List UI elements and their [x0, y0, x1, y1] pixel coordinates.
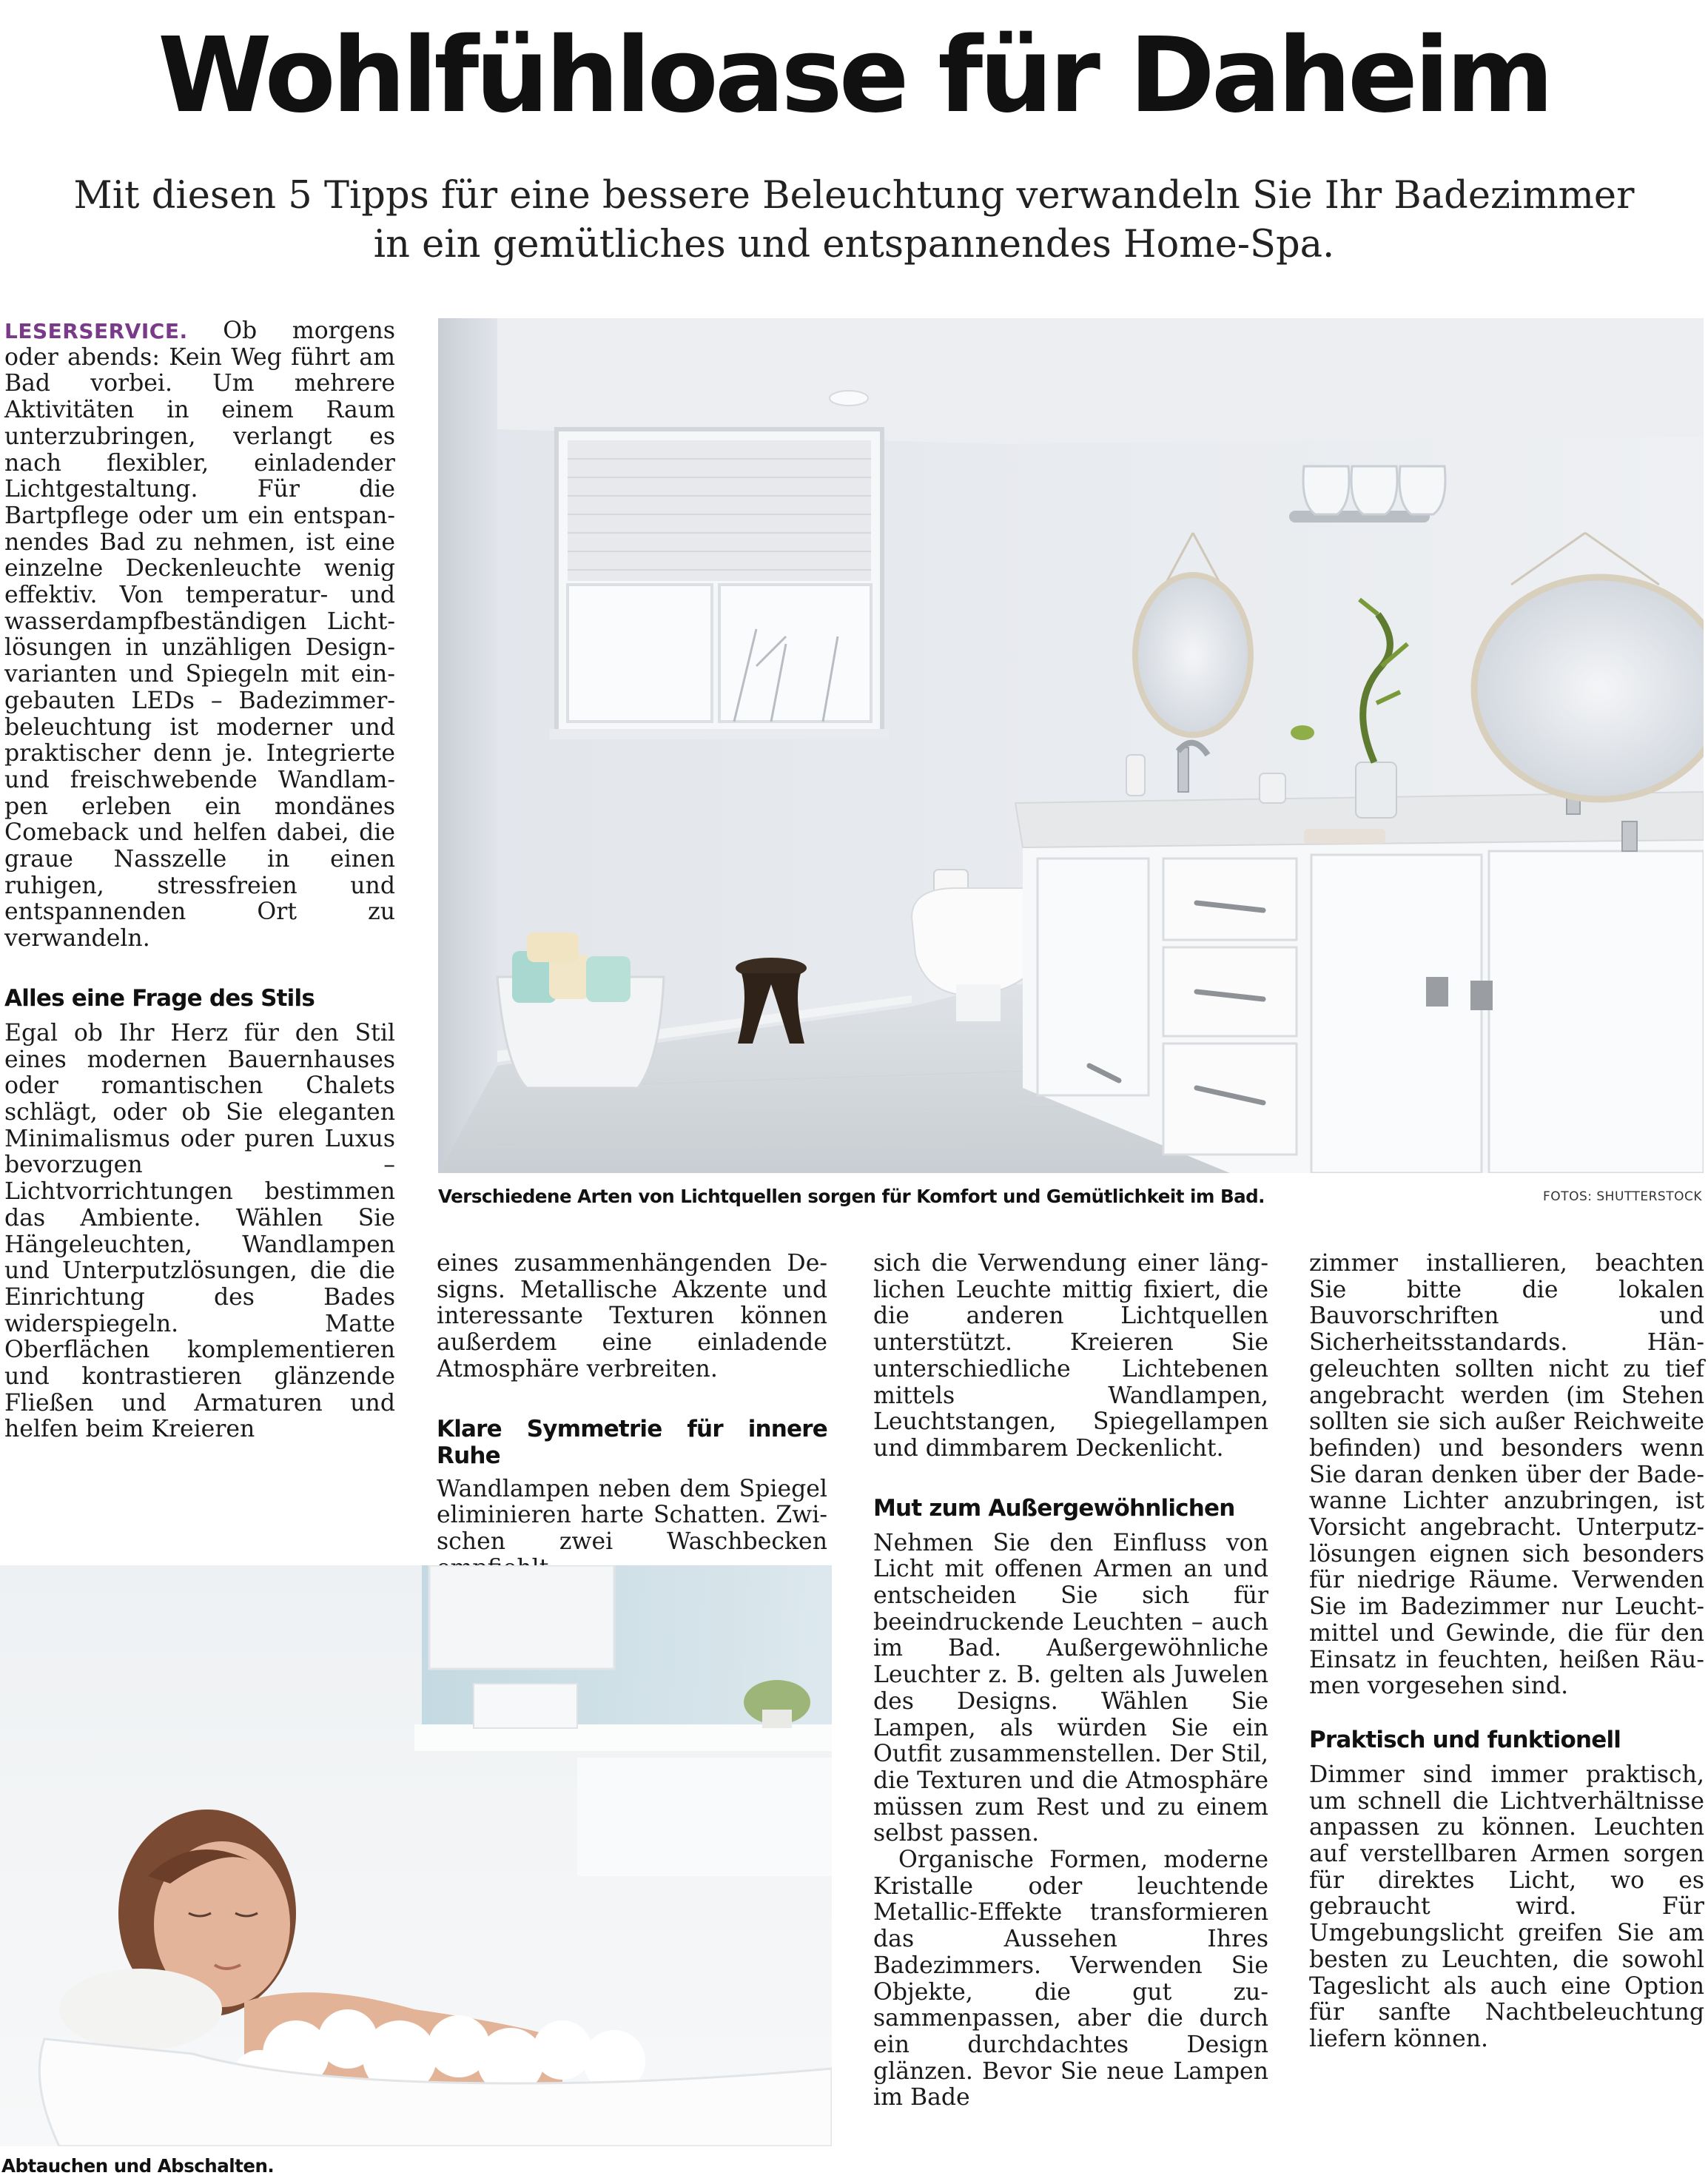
section-heading-extraordinary: Mut zum Außergewöhnlichen	[873, 1494, 1235, 1522]
intro-text: Ob morgens oder abends: Kein Weg führt am Bad vorbei. Um mehrere Aktivitäten in einem Raum unterzubringen, verlangt es nach flexibler, einladender Lichtgestaltung. Für die Bartpflege oder um ein entspannendes Bad zu nehmen, ist eine einzelne Deckenleuchte wenig effektiv. Von temperatur- und wasserdampfbeständigen Lichtlösungen in unzähligen Designvarianten und Spiegeln mit eingebauten LEDs – Badezimmerbeleuchtung ist moderner und praktischer denn je. Integrierte und freischwebende Wandlampen erleben ein mondänes Comeback und helfen dabei, die graue Nasszelle in einen ruhigen, stressfreien und entspannenden Ort zu verwandeln.	[4, 317, 395, 952]
section-practical-text: Dimmer sind immer praktisch, um schnell die Lichtverhältnisse anpassen zu können. Leuchten auf verstellbaren Armen sorgen für direktes Licht, wo es gebraucht wird. Für Umgebungslicht greifen Sie am besten zu Leuchten, die sowohl Tageslicht als auch eine Option für sanfte Nachtbeleuchtung liefern können.	[1309, 1761, 1704, 2052]
subheadline-line-2: in ein gemütliches und entspannendes Home-Spa.	[373, 223, 1335, 266]
photo-caption-main: Verschiedene Arten von Lichtquellen sorgen für Komfort und Gemütlichkeit im Bad.	[438, 1186, 1265, 1207]
text-column-3	[873, 1251, 1268, 2111]
text-column-2	[437, 1251, 827, 1582]
section-style-text: Egal ob Ihr Herz für den Stil eines modernen Bauernhauses oder romantischen Chalets schlägt, oder ob Sie eleganten Minimalismus oder puren Luxus bevorzugen – Lichtvorrichtungen bestimmen das Ambiente. Wählen Sie Hängeleuchten, Wandlampen und Unterputzlösungen, die die Einrichtung des Bades widerspiegeln. Matte Oberflächen komplementieren und kontrastieren glänzende Fließen und Armaturen und helfen beim Kreieren	[4, 1019, 395, 1443]
section-extraordinary-para-1: Nehmen Sie den Einfluss von Licht mit offenen Armen an und entscheiden Sie sich für beeindruckende Leuchten – auch im Bad. Außergewöhnliche Leuchter z. B. gelten als Juwelen des Designs. Wählen Sie Lampen, als würden Sie ein Outfit zusammenstellen. Der Stil, die Texturen und die Atmosphäre müssen zum Rest und zu einem selbst passen.	[873, 1529, 1268, 1847]
section-extraordinary-para-2-continued: zimmer installieren, beachten Sie bitte die lokalen Bauvorschriften und Sicherheitsstandards. Hängeleuchten sollten nicht zu tief angebracht werden (im Stehen sollten sie sich außer Reichweite befinden) und besonders wenn Sie daran denken über der Badewanne Lichter anzubringen, ist Vorsicht angebracht. Unterputzlösungen eignen sich besonders für niedrige Räume. Verwenden Sie im Badezimmer nur Leuchtmittel und Gewinde, die für den Einsatz in feuchten, heißen Räumen vorgesehen sind.	[1309, 1250, 1704, 1700]
section-heading-symmetry: Klare Symmetrie für innere Ruhe	[437, 1415, 827, 1469]
bathroom-photo	[438, 318, 1704, 1173]
subheadline-line-1: Mit diesen 5 Tipps für eine bessere Beleuchtung verwandeln Sie Ihr Badezimmer	[73, 174, 1635, 218]
section-extraordinary-para-2: Organische Formen, moderne Kristalle oder leuchtende Metallic-Effekte transformieren das Aussehen Ihres Badezimmers. Verwenden Sie Objekte, die gut zusammenpassen, aber die durch ein durchdachtes Design glänzen. Bevor Sie neue Lampen im Bade	[873, 1847, 1268, 2111]
text-column-1	[4, 318, 395, 1443]
text-column-4	[1309, 1251, 1704, 2053]
bathtub-photo	[0, 1565, 832, 2146]
section-symmetry-text-continued: sich die Verwendung einer länglichen Leuchte mittig fixiert, die die anderen Lichtquellen unterstützt. Kreieren Sie unterschiedliche Lichtebenen mittels Wandlampen, Leuchtstangen, Spiegellampen und dimmbarem Deckenlicht.	[873, 1250, 1268, 1462]
kicker: LESERSERVICE.	[4, 319, 188, 343]
photo-caption-bathtub: Abtauchen und Abschalten.	[1, 2155, 275, 2177]
section-style-text-continued: eines zusammenhängenden Designs. Metallische Akzente und interessante Texturen können außerdem eine einladende Atmosphäre verbreiten.	[437, 1250, 827, 1382]
intro-paragraph	[4, 318, 395, 952]
section-symmetry-text: Wandlampen neben dem Spiegel eliminieren harte Schatten. Zwischen zwei Waschbecken	[437, 1475, 827, 1555]
section-heading-style: Alles eine Frage des Stils	[4, 984, 315, 1012]
headline: Wohlfühloase für Daheim	[158, 16, 1550, 136]
subheadline	[44, 172, 1664, 269]
photo-credit: FOTOS: SHUTTERSTOCK	[1543, 1189, 1702, 1204]
section-heading-practical: Praktisch und funktionell	[1309, 1726, 1621, 1753]
